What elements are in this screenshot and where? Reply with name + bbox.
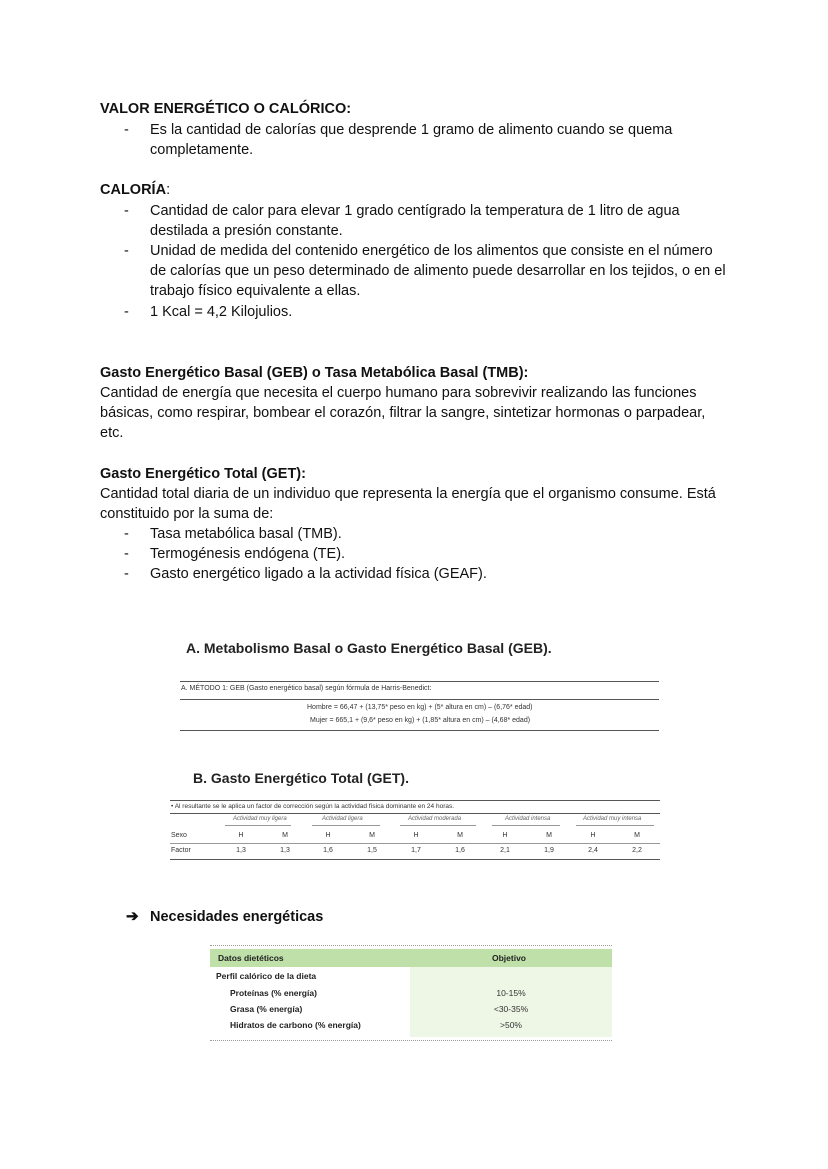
document-page: VALOR ENERGÉTICO O CALÓRICO: - Es la cantidad de calorías que desprende 1 gramo de alimento cuando se quema completamente. CALORÍA: - Cantidad de calor para elevar 1 grado centígrado la temperatura de 1 litro de agua destilada a presión constante. - Unidad de medida del contenido energético de los alimentos que consiste en el número de calorías que un peso determinado de alimento puede desarrollar en los tejidos, o en el trabajo físico equivalente a ellas. - 1 Kcal = 4,2 Kilojulios. Gasto Energético Basal (GEB) o Tasa Metabólica Basal (TMB): Cantidad de energía que necesita el cuerpo humano para sobrevivir realizando las funciones básicas, como respirar, bombear el corazón, filtrar la sangre, sintetizar hormonas o parpadear, etc. Gasto Energético Total (GET): Cantidad total diaria de un individuo que representa la energía que el organismo consume. Está constituido por la suma de: - Tasa metabólica basal (TMB). - Termogénesis endógena (TE). - Gasto energético ligado a la actividad física (GEAF). A. Metabolismo Basal o Gasto Energético Basal (GEB). A. MÉTODO 1: GEB (Gasto energético basal) según fórmula de Harris-Benedict: Hombre = 66,47 + (13,75* peso en kg) + (5* altura en cm) – (6,76* edad) Mujer = 665,1 + (9,6* peso en kg) + (1,85* altura en cm) – (4,68* edad) B. Gasto Energético Total (GET). • Al resultante se le aplica un factor de corrección según la actividad física dominante en 24 horas. Actividad muy ligera Actividad ligera Actividad moderada Actividad intensa Actividad muy intensa Sexo H M H M H M H M H M Factor 1,3 1,3 1,6 1,5 1,7 1,6 2,1 1,9 2,4 2,2 ➔ Necesidades energéticas Datos dietéticos Objetivo Perfil calórico de la dieta Proteínas (% energía) 10-15% Grasa (% energía) <30-35% Hidratos de carbono (% energía) >50%: [0, 0, 828, 1169]
factor-cell: 1,5: [367, 847, 377, 854]
table-group-label: Perfil calórico de la dieta: [216, 971, 317, 981]
fig-a-mujer: Mujer = 665,1 + (9,6* peso en kg) + (1,85* altura en cm) – (4,68* edad): [310, 717, 531, 724]
sexo-cell: H: [502, 832, 508, 839]
sexo-cell: M: [457, 832, 463, 839]
activity-label: Actividad muy intensa: [583, 816, 642, 822]
factor-label: Factor: [171, 847, 191, 854]
factor-cell: 1,7: [411, 847, 421, 854]
factor-cell: 1,3: [280, 847, 290, 854]
sexo-label: Sexo: [171, 832, 187, 839]
get-body: Cantidad total diaria de un individuo que representa la energía que el organismo consume. Está constituido por la suma de:: [100, 486, 716, 522]
fig-b-note: • Al resultante se le aplica un factor de corrección según la actividad física dominante en 24 horas.: [171, 803, 455, 810]
valor-bullet-1: - Es la cantidad de calorías que desprende 1 gramo de alimento cuando se quema completamente.: [124, 122, 673, 158]
fig-b-title: B. Gasto Energético Total (GET).: [193, 770, 409, 786]
fig-a-rule-top: [180, 681, 659, 682]
factor-cell: 2,1: [500, 847, 510, 854]
fig-b-rule-3: [170, 843, 660, 844]
fig-b-rule-2: [170, 813, 660, 814]
sexo-cell: H: [325, 832, 331, 839]
dietary-table: [210, 945, 612, 1042]
factor-cell: 2,4: [588, 847, 598, 854]
table-col-datos: Datos dietéticos: [218, 953, 284, 963]
factor-cell: 1,6: [455, 847, 465, 854]
table-row-value: 10-15%: [496, 988, 526, 998]
fig-b-rule-top: [170, 800, 660, 801]
table-row-label: Hidratos de carbono (% energía): [230, 1020, 361, 1030]
arrow-icon: ➔: [126, 908, 139, 925]
fig-a-method: A. MÉTODO 1: GEB (Gasto energético basal) según fórmula de Harris-Benedict:: [181, 685, 432, 692]
factor-cell: 2,2: [632, 847, 642, 854]
get-title: Gasto Energético Total (GET):: [100, 466, 306, 482]
sexo-cell: H: [238, 832, 244, 839]
sexo-cell: H: [413, 832, 419, 839]
table-row-value: <30-35%: [493, 1004, 529, 1014]
table-col-objetivo: Objetivo: [492, 953, 527, 963]
fig-a-rule-bottom: [180, 730, 659, 731]
activity-label: Actividad muy ligera: [233, 816, 287, 822]
factor-cell: 1,3: [236, 847, 246, 854]
sexo-cell: H: [590, 832, 596, 839]
fig-a-rule-mid: [180, 699, 659, 700]
activity-underline: [312, 825, 380, 826]
geb-body: Cantidad de energía que necesita el cuerpo humano para sobrevivir realizando las funciones básicas, como respirar, bombear el corazón, filtrar la sangre, sintetizar hormonas o parpadear, etc.: [100, 385, 706, 441]
sexo-cell: M: [369, 832, 375, 839]
geb-title: Gasto Energético Basal (GEB) o Tasa Metabólica Basal (TMB):: [100, 365, 529, 381]
activity-underline: [576, 825, 654, 826]
table-row-label: Grasa (% energía): [230, 1004, 303, 1014]
valor-title: VALOR ENERGÉTICO O CALÓRICO:: [100, 101, 352, 117]
table-row-value: >50%: [500, 1020, 522, 1030]
activity-underline: [492, 825, 560, 826]
fig-b-rule-bottom: [170, 859, 660, 860]
activity-label: Actividad intensa: [505, 816, 551, 822]
activity-underline: [225, 825, 291, 826]
sexo-cell: M: [634, 832, 640, 839]
factor-cell: 1,9: [544, 847, 554, 854]
table-dotline: [210, 1040, 612, 1041]
sexo-cell: M: [546, 832, 552, 839]
activity-label: Actividad moderada: [408, 816, 462, 822]
activity-underline: [400, 825, 476, 826]
activity-label: Actividad ligera: [322, 816, 363, 822]
factor-cell: 1,6: [323, 847, 333, 854]
fig-a-hombre: Hombre = 66,47 + (13,75* peso en kg) + (5* altura en cm) – (6,76* edad): [307, 704, 533, 711]
needs-title: Necesidades energéticas: [150, 909, 324, 925]
fig-a-title: A. Metabolismo Basal o Gasto Energético Basal (GEB).: [186, 640, 552, 656]
sexo-cell: M: [282, 832, 288, 839]
caloria-title: CALORÍA:: [100, 182, 171, 198]
table-row-label: Proteínas (% energía): [230, 988, 317, 998]
table-dotline: [210, 945, 612, 946]
